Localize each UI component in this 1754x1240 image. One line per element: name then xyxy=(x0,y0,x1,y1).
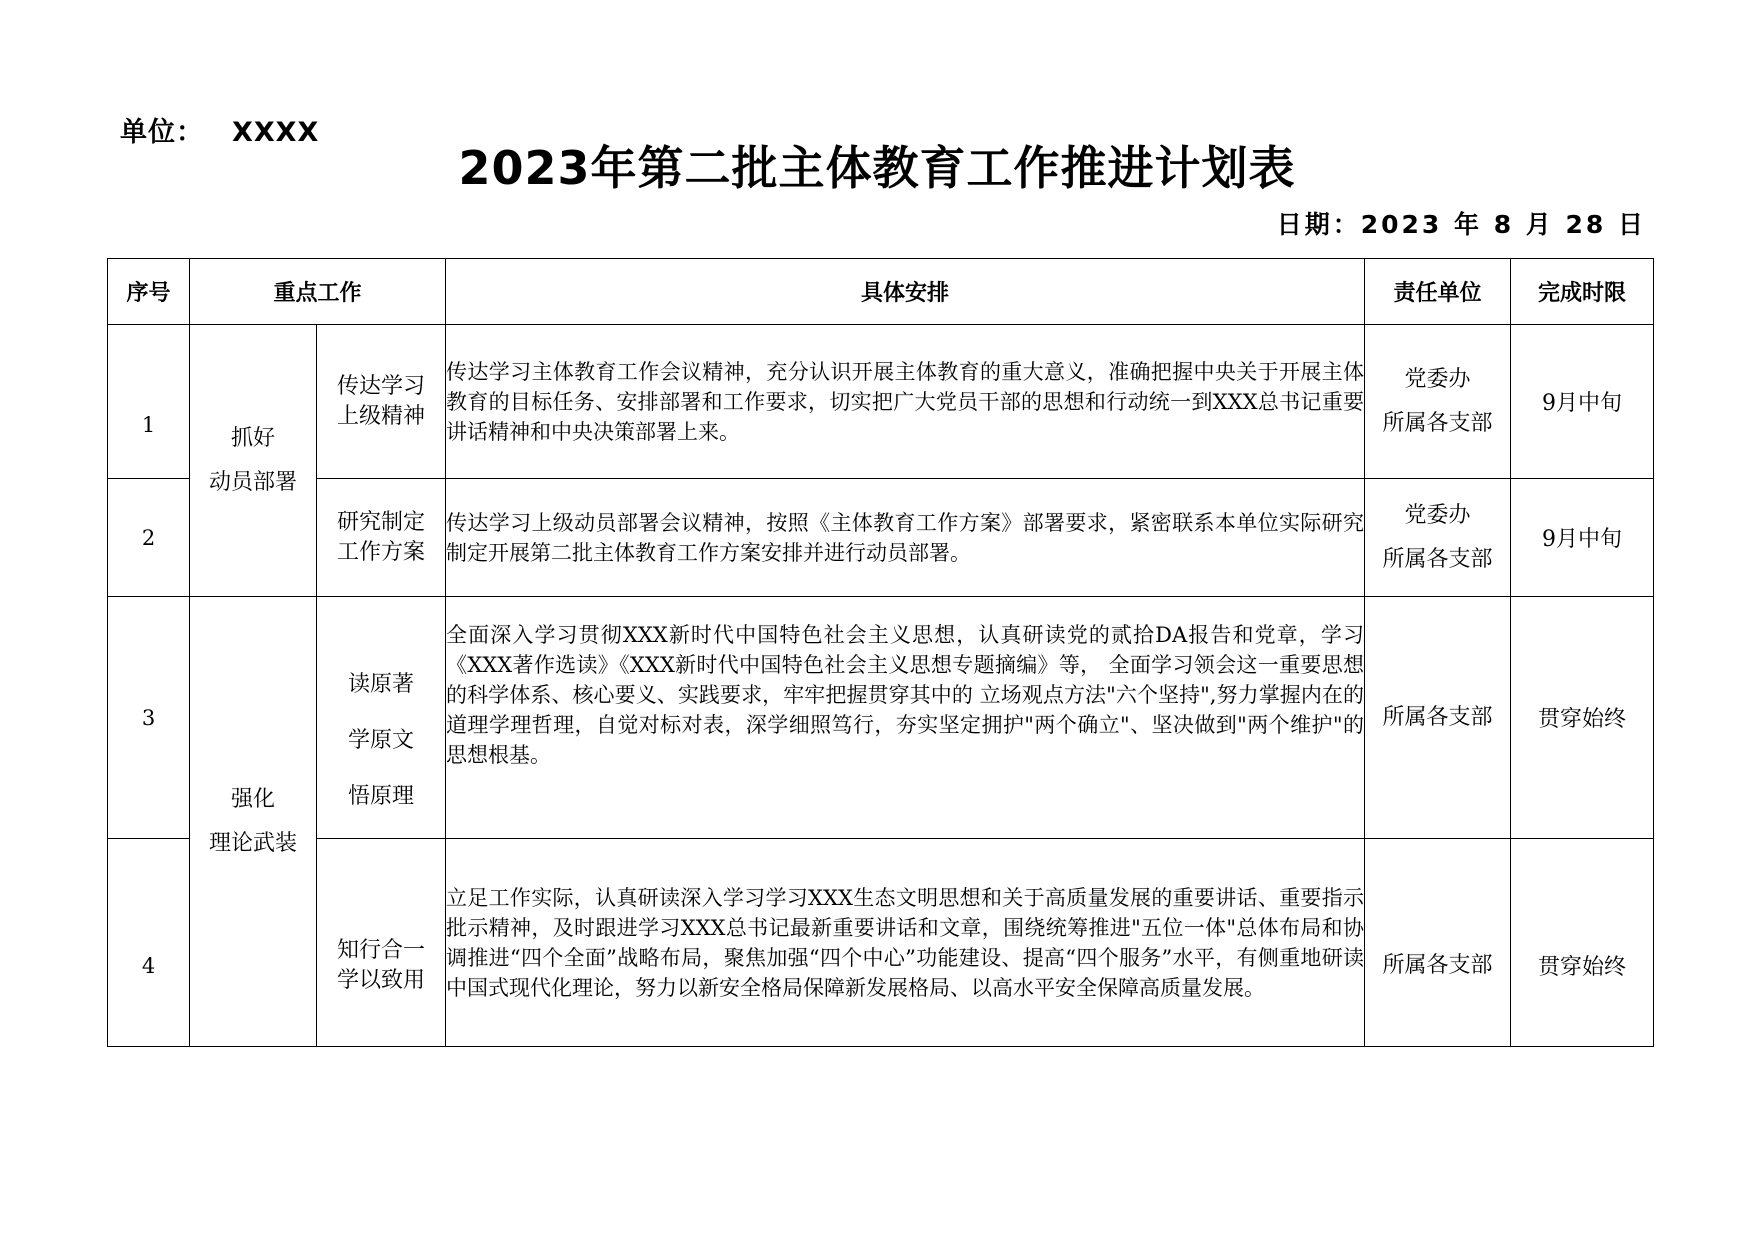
group-line: 理论武装 xyxy=(208,830,297,856)
sub-task-cell xyxy=(317,325,446,479)
row-number: 3 xyxy=(108,597,190,839)
group-cell xyxy=(190,597,317,1047)
sub-task-line: 悟原理 xyxy=(348,783,415,809)
col-header-key-work: 重点工作 xyxy=(190,259,446,325)
responsible-line: 所属各支部 xyxy=(1382,546,1493,572)
unit-label: 单位： xyxy=(120,117,204,148)
sub-task-line: 上级精神 xyxy=(337,403,426,429)
col-header-no: 序号 xyxy=(108,259,190,325)
page-title: 2023年第二批主体教育工作推进计划表 xyxy=(458,141,1296,195)
deadline-cell: 贯穿始终 xyxy=(1511,839,1654,1047)
detail-cell: 全面深入学习贯彻XXX新时代中国特色社会主义思想，认真研读党的贰拾DA报告和党章，学习《XXX著作选读》《XXX新时代中国特色社会主义思想专题摘编》等， 全面学习领会这一重要思想的科学体系、核心要义、实践要求，牢牢把握贯穿其中的 立场观点方法"六个坚持",努力掌握内在的道理学理哲理，自觉对标对表，深学细照笃行，夯实坚定拥护"两个确立"、坚决做到"两个维护"的思想根基。 xyxy=(446,597,1365,839)
responsible-cell xyxy=(1365,839,1511,1047)
responsible-cell xyxy=(1365,479,1511,597)
table-row xyxy=(108,479,1654,597)
table-row xyxy=(108,325,1654,479)
sub-task-line: 工作方案 xyxy=(337,539,426,565)
table-header-row xyxy=(108,259,1654,325)
col-header-responsible: 责任单位 xyxy=(1365,259,1511,325)
sub-task-line: 研究制定 xyxy=(337,509,426,535)
responsible-line: 所属各支部 xyxy=(1382,410,1493,436)
group-line: 抓好 xyxy=(230,425,275,451)
row-number: 1 xyxy=(108,325,190,479)
sub-task-line: 传达学习 xyxy=(337,373,426,399)
table-row xyxy=(108,839,1654,1047)
detail-cell: 传达学习上级动员部署会议精神，按照《主体教育工作方案》部署要求，紧密联系本单位实际研究制定开展第二批主体教育工作方案安排并进行动员部署。 xyxy=(446,479,1365,597)
sub-task-cell xyxy=(317,479,446,597)
group-line: 强化 xyxy=(230,786,275,812)
row-number: 2 xyxy=(108,479,190,597)
unit-value: XXXX xyxy=(232,117,320,148)
group-line: 动员部署 xyxy=(208,469,297,495)
deadline-cell: 9月中旬 xyxy=(1511,325,1654,479)
responsible-line: 所属各支部 xyxy=(1382,952,1493,978)
responsible-line: 党委办 xyxy=(1404,502,1471,528)
table-row xyxy=(108,597,1654,839)
group-cell xyxy=(190,325,317,597)
plan-table xyxy=(107,258,1654,1047)
responsible-cell xyxy=(1365,597,1511,839)
sub-task-cell xyxy=(317,839,446,1047)
sub-task-line: 学以致用 xyxy=(337,967,426,993)
date-line: 日期：2023 年 8 月 28 日 xyxy=(1276,210,1646,239)
sub-task-line: 知行合一 xyxy=(337,937,426,963)
detail-cell: 传达学习主体教育工作会议精神，充分认识开展主体教育的重大意义，准确把握中央关于开展主体教育的目标任务、安排部署和工作要求，切实把广大党员干部的思想和行动统一到XXX总书记重要讲话精神和中央决策部署上来。 xyxy=(446,325,1365,479)
row-number: 4 xyxy=(108,839,190,1047)
col-header-detail: 具体安排 xyxy=(446,259,1365,325)
responsible-line: 所属各支部 xyxy=(1382,704,1493,730)
col-header-deadline: 完成时限 xyxy=(1511,259,1654,325)
deadline-cell: 贯穿始终 xyxy=(1511,597,1654,839)
deadline-cell: 9月中旬 xyxy=(1511,479,1654,597)
sub-task-cell xyxy=(317,597,446,839)
responsible-cell xyxy=(1365,325,1511,479)
sub-task-line: 学原文 xyxy=(348,727,415,753)
detail-cell: 立足工作实际，认真研读深入学习学习XXX生态文明思想和关于高质量发展的重要讲话、重要指示批示精神，及时跟进学习XXX总书记最新重要讲话和文章，围绕统筹推进"五位一体"总体布局和协调推进“四个全面”战略布局，聚焦加强“四个中心”功能建设、提高“四个服务”水平，有侧重地研读中国式现代化理论，努力以新安全格局保障新发展格局、以高水平安全保障高质量发展。 xyxy=(446,839,1365,1047)
sub-task-line: 读原著 xyxy=(348,671,415,697)
responsible-line: 党委办 xyxy=(1404,366,1471,392)
